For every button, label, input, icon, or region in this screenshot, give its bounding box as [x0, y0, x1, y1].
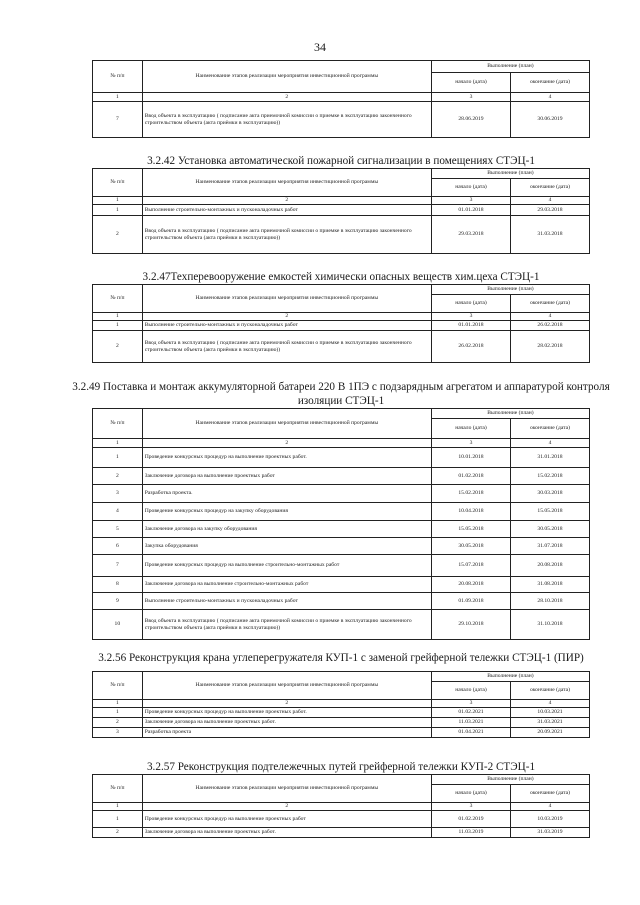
- table-row: 3 Разработка проекта 01.04.2021 20.09.2021: [93, 728, 590, 738]
- section-title: 3.2.47Техперевооружение емкостей химически опасных веществ хим.цеха СТЭЦ-1: [142, 271, 540, 283]
- table-row: 2 Ввод объекта в эксплуатацию ( подписание акта приемочной комиссии о приемке в эксплуатацию законченного строительством объекта (акта приёмки в эксплуатацию)) 29.03.2018 31.03.2018: [93, 216, 590, 254]
- section-3-2-42: [92, 154, 590, 254]
- table-row: 1 Проведение конкурсных процедур на выполнение проектных работ. 01.02.2021 10.03.2021: [93, 708, 590, 718]
- section-3-2-49: [72, 380, 610, 640]
- col-stage-header: Наименование этапов реализации мероприятия инвестиционной программы: [142, 61, 431, 93]
- section-3-2-47: [92, 270, 590, 363]
- col-stage-header: Наименование этапов реализации мероприятия инвестиционной программы: [142, 672, 431, 700]
- col-stage-header: Наименование этапов реализации мероприятия инвестиционной программы: [142, 169, 431, 197]
- section-3-2-56: [92, 651, 590, 738]
- col-end-header: окончание (дата): [510, 419, 589, 439]
- table-row: 1 Выполнение строительно-монтажных и пусконаладочных работ 01.01.2018 26.02.2018: [93, 321, 590, 331]
- table-row: 9 Выполнение строительно-монтажных и пусконаладочных работ 01.09.2018 28.10.2018: [93, 593, 590, 610]
- table-row: 2 Ввод объекта в эксплуатацию ( подписание акта приемочной комиссии о приемке в эксплуатацию законченного строительством объекта (акта приёмки в эксплуатацию)) 26.02.2018 28.02.2018: [93, 331, 590, 363]
- stages-table: [92, 60, 590, 138]
- col-start-header: начало (дата): [431, 785, 510, 803]
- table-row: 4 Проведение конкурсных процедур на закупку оборудования 10.04.2018 15.05.2018: [93, 503, 590, 521]
- col-end-header: окончание (дата): [510, 295, 589, 313]
- table-row: 7 Ввод объекта в эксплуатацию ( подписание акта приемочной комиссии о приемке в эксплуатацию законченного строительством объекта (акта приёмки в эксплуатацию)) 28.06.2019 30.06.2019: [93, 102, 590, 138]
- col-exec-header: Выполнение (план): [431, 61, 589, 73]
- stages-table: № п/п Наименование этапов реализации мероприятия инвестиционной программы Выполнение (план) начало (дата) окончание (дата) 1 2 3 4 1 Проведение конкурсных процедур на выполнение проектных работ. 10.01.2018 31.01.2018 2 Заключение договора на выполнение проектных работ 01.02.2018 15.02.2018 3 Разработка проекта. 15.02.2018 30.03.2018 4 Проведение конкурсных процедур на закупку оборудования 10.04.2018 15.05.2018 5 Заключение договора на закупку оборудования 15.05.2018 30.05.2018 6 Закупка оборудования 30.05.2018 31.07.2018 7 Проведение конкурсных процедур на выполнение строительно-монтажных работ 15.07.2018 20.08.2018 8 Заключение договора на выполнение строительно-монтажных работ 20.08.2018 31.08.2018 9 Выполнение строительно-монтажных и пусконаладочных работ 01.09.2018 28.10.2018 10 Ввод объекта в эксплуатацию ( подписание акта приемочной комиссии о приемке в эксплуатацию законченного строительством объекта (акта приёмки в эксплуатацию)) 29.10.2018 31.10.2018: [92, 408, 590, 640]
- col-num-header: № п/п: [93, 61, 143, 93]
- col-exec-header: Выполнение (план): [431, 672, 589, 682]
- table-row: 1 Выполнение строительно-монтажных и пусконаладочных работ 01.01.2018 29.03.2018: [93, 205, 590, 216]
- section-title: 3.2.42 Установка автоматической пожарной сигнализации в помещениях СТЭЦ-1: [147, 155, 535, 167]
- col-exec-header: Выполнение (план): [431, 409, 589, 419]
- table-row: 8 Заключение договора на выполнение строительно-монтажных работ 20.08.2018 31.08.2018: [93, 577, 590, 593]
- stages-table: № п/п Наименование этапов реализации мероприятия инвестиционной программы Выполнение (план) начало (дата) окончание (дата) 1 2 3 4 1 Проведение конкурсных процедур на выполнение проектных работ. 01.02.2021 10.03.2021 2 Заключение договора на выполнение проектных работ. 11.03.2021 31.03.2021 3 Разработка проекта 01.04.2021 20.09.2021: [92, 671, 590, 738]
- table-row: 10 Ввод объекта в эксплуатацию ( подписание акта приемочной комиссии о приемке в эксплуатацию законченного строительством объекта (акта приёмки в эксплуатацию)) 29.10.2018 31.10.2018: [93, 610, 590, 640]
- section-continued: [92, 60, 590, 138]
- table-row: 3 Разработка проекта. 15.02.2018 30.03.2018: [93, 485, 590, 503]
- col-end-header: окончание (дата): [510, 73, 589, 93]
- table-row: 1 Проведение конкурсных процедур на выполнение проектных работ 01.02.2019 10.03.2019: [93, 811, 590, 828]
- col-number: 3: [431, 93, 510, 102]
- stages-table: № п/п Наименование этапов реализации мероприятия инвестиционной программы Выполнение (план) начало (дата) окончание (дата) 1 2 3 4 1 Выполнение строительно-монтажных и пусконаладочных работ 01.01.2018 29.03.2018 2 Ввод объекта в эксплуатацию ( подписание акта приемочной комиссии о приемке в эксплуатацию законченного строительством объекта (акта приёмки в эксплуатацию)) 29.03.2018 31.03.2018: [92, 168, 590, 254]
- table-row: 5 Заключение договора на закупку оборудования 15.05.2018 30.05.2018: [93, 521, 590, 538]
- col-start-header: начало (дата): [431, 682, 510, 700]
- page-number: 34: [314, 40, 326, 54]
- section-3-2-57: [92, 760, 590, 838]
- stages-table: № п/п Наименование этапов реализации мероприятия инвестиционной программы Выполнение (план) начало (дата) окончание (дата) 1 2 3 4 1 Проведение конкурсных процедур на выполнение проектных работ 01.02.2019 10.03.2019 2 Заключение договора на выполнение проектных работ. 11.03.2019 31.03.2019: [92, 774, 590, 838]
- col-stage-header: Наименование этапов реализации мероприятия инвестиционной программы: [142, 775, 431, 803]
- col-exec-header: Выполнение (план): [431, 169, 589, 179]
- col-exec-header: Выполнение (план): [431, 775, 589, 785]
- col-number: 2: [142, 93, 431, 102]
- section-title: 3.2.56 Реконструкция крана углеперегружателя КУП-1 с заменой грейферной тележки СТЭЦ-1 (ПИР): [98, 652, 584, 664]
- table-row: 2 Заключение договора на выполнение проектных работ. 11.03.2021 31.03.2021: [93, 718, 590, 728]
- col-num-header: № п/п: [93, 775, 143, 803]
- col-num-header: № п/п: [93, 285, 143, 313]
- col-num-header: № п/п: [93, 672, 143, 700]
- col-number: 1: [93, 93, 143, 102]
- table-row: 2 Заключение договора на выполнение проектных работ 01.02.2018 15.02.2018: [93, 468, 590, 485]
- col-start-header: начало (дата): [431, 179, 510, 197]
- col-end-header: окончание (дата): [510, 785, 589, 803]
- col-num-header: № п/п: [93, 169, 143, 197]
- col-start-header: начало (дата): [431, 295, 510, 313]
- col-stage-header: Наименование этапов реализации мероприятия инвестиционной программы: [142, 409, 431, 439]
- table-row: 1 Проведение конкурсных процедур на выполнение проектных работ. 10.01.2018 31.01.2018: [93, 448, 590, 468]
- col-num-header: № п/п: [93, 409, 143, 439]
- section-title: 3.2.57 Реконструкция подтележечных путей грейферной тележки КУП-2 СТЭЦ-1: [146, 761, 536, 773]
- table-row: 7 Проведение конкурсных процедур на выполнение строительно-монтажных работ 15.07.2018 20.08.2018: [93, 555, 590, 577]
- col-start-header: начало (дата): [431, 419, 510, 439]
- col-exec-header: Выполнение (план): [431, 285, 589, 295]
- section-title: 3.2.49 Поставка и монтаж аккумуляторной батареи 220 В 1ПЭ с подзарядным агрегатом и аппаратурой контроля изоляции СТЭЦ-1: [72, 381, 610, 407]
- col-end-header: окончание (дата): [510, 179, 589, 197]
- table-row: 2 Заключение договора на выполнение проектных работ. 11.03.2019 31.03.2019: [93, 828, 590, 838]
- stages-table: № п/п Наименование этапов реализации мероприятия инвестиционной программы Выполнение (план) начало (дата) окончание (дата) 1 2 3 4 1 Выполнение строительно-монтажных и пусконаладочных работ 01.01.2018 26.02.2018 2 Ввод объекта в эксплуатацию ( подписание акта приемочной комиссии о приемке в эксплуатацию законченного строительством объекта (акта приёмки в эксплуатацию)) 26.02.2018 28.02.2018: [92, 284, 590, 363]
- col-start-header: начало (дата): [431, 73, 510, 93]
- col-number: 4: [510, 93, 589, 102]
- col-end-header: окончание (дата): [510, 682, 589, 700]
- col-stage-header: Наименование этапов реализации мероприятия инвестиционной программы: [142, 285, 431, 313]
- table-row: 6 Закупка оборудования 30.05.2018 31.07.2018: [93, 538, 590, 555]
